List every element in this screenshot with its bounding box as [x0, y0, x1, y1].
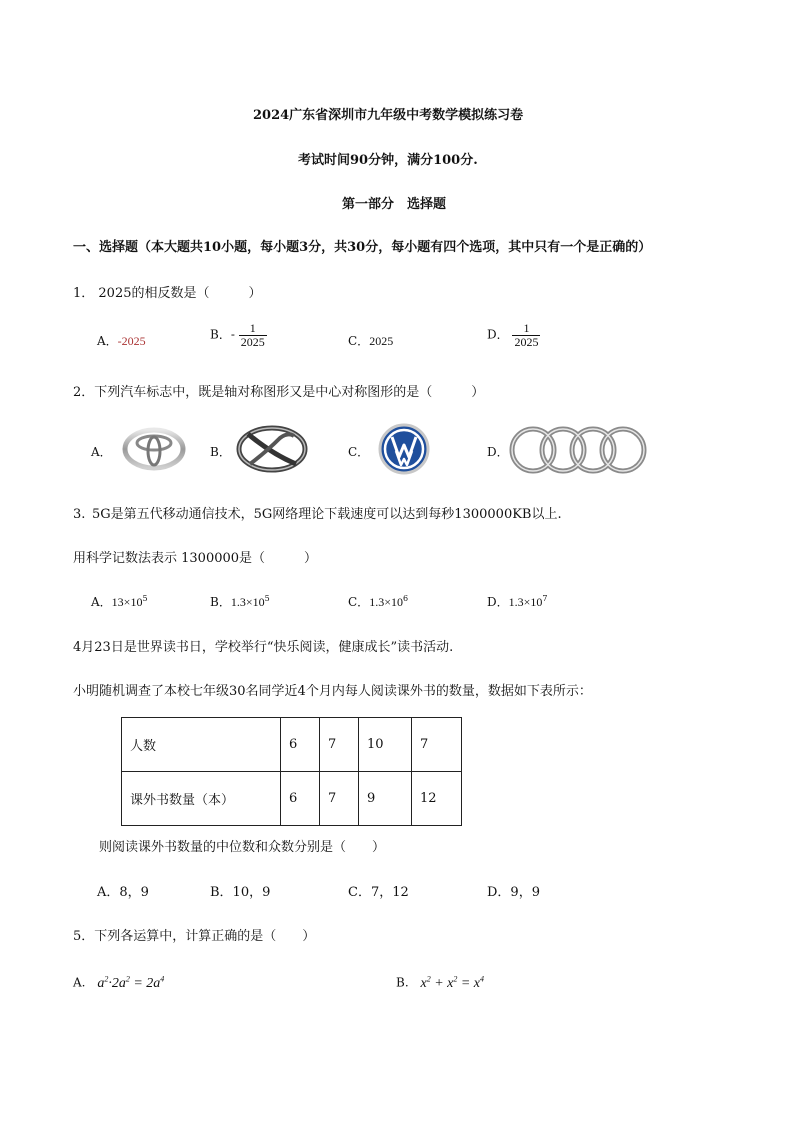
- table-cell: 课外书数量（本）: [122, 772, 281, 826]
- q3-option-c: [348, 593, 408, 610]
- q2-label-b: B．: [210, 445, 231, 459]
- q3-option-d: [487, 593, 548, 610]
- option-value: 2025: [369, 334, 394, 348]
- table-cell: 6: [281, 772, 320, 826]
- option-label: A．: [97, 334, 118, 348]
- table-row: [122, 718, 462, 772]
- exponent: 4: [160, 974, 165, 983]
- q4-option-a: A．8，9: [97, 885, 149, 900]
- q2-label-d: D．: [487, 445, 509, 459]
- denominator: 2025: [514, 334, 539, 349]
- q3-stem-2: 用科学记数法表示 1300000是（ ）: [73, 551, 318, 566]
- q5-option-b: [396, 974, 484, 992]
- table-cell: 7: [412, 718, 462, 772]
- exponent: 2: [453, 974, 458, 983]
- exponent: 4: [480, 974, 485, 983]
- option-label: B．: [210, 595, 231, 609]
- exponent: 6: [402, 594, 409, 603]
- option-value: -2025: [117, 334, 146, 348]
- section-heading: 一、选择题（本大题共10小题，每小题3分，共30分，每小题有四个选项，其中只有一个是正确的）: [73, 240, 652, 255]
- option-label: A．: [91, 595, 112, 609]
- q3-option-a: [91, 593, 148, 610]
- exponent: 5: [142, 594, 148, 603]
- math-part: + x: [430, 975, 454, 991]
- option-label: B.: [396, 975, 409, 990]
- q1-stem: 1． 2025的相反数是（ ）: [73, 286, 262, 301]
- numerator: 1: [512, 322, 540, 336]
- exponent: 2: [104, 974, 109, 983]
- table-cell: 10: [359, 718, 412, 772]
- option-label: D．: [487, 595, 509, 609]
- option-label: A.: [73, 975, 86, 990]
- q1-option-c: [348, 332, 393, 349]
- table-cell: 7: [320, 772, 359, 826]
- table-cell: 人数: [122, 718, 281, 772]
- denominator: 2025: [240, 334, 265, 349]
- volkswagen-logo: [378, 423, 430, 475]
- table-row: [122, 772, 462, 826]
- exponent: 5: [264, 594, 270, 603]
- q1-option-b: [210, 322, 267, 348]
- math-part: a: [97, 975, 105, 991]
- exam-info: 考试时间90分钟，满分100分.: [298, 153, 478, 168]
- table-cell: 7: [320, 718, 359, 772]
- option-label: B．: [210, 327, 231, 342]
- q4-option-b: B．10，9: [210, 885, 271, 900]
- q2-label-a: A．: [91, 445, 112, 459]
- math-expression: [420, 976, 484, 991]
- q2-label-c: C．: [348, 445, 370, 459]
- math-part: ·2a: [108, 975, 126, 991]
- toyota-logo: [122, 426, 186, 472]
- exponent: 2: [426, 974, 431, 983]
- coefficient: 1.3×10: [508, 595, 543, 609]
- math-part: = 2a: [129, 975, 161, 991]
- data-table: [121, 717, 462, 826]
- q4-option-d: D．9，9: [487, 885, 540, 900]
- coefficient: 13×10: [111, 595, 143, 609]
- page-title: 2024广东省深圳市九年级中考数学模拟练习卷: [253, 108, 524, 123]
- math-part: = x: [457, 975, 481, 991]
- table-cell: 12: [412, 772, 462, 826]
- option-label: C．: [348, 334, 370, 348]
- q4-option-c: C．7，12: [348, 885, 409, 900]
- fraction: [512, 322, 540, 348]
- q5-option-a: [73, 974, 164, 992]
- math-part: x: [420, 975, 427, 991]
- numerator: 1: [239, 322, 267, 336]
- fraction: [239, 322, 267, 348]
- q2-stem: 2．下列汽车标志中，既是轴对称图形又是中心对称图形的是（ ）: [73, 385, 485, 400]
- q3-option-b: [210, 593, 270, 610]
- option-label: C．: [348, 595, 370, 609]
- q4-question: 则阅读课外书数量的中位数和众数分别是（ ）: [99, 840, 386, 855]
- q1-option-a: [97, 332, 146, 349]
- math-expression: [97, 976, 164, 991]
- q4-intro: 4月23日是世界读书日，学校举行“快乐阅读，健康成长”读书活动.: [73, 640, 454, 655]
- q5-stem: 5．下列各运算中，计算正确的是（ ）: [73, 929, 316, 944]
- q4-intro-2: 小明随机调查了本校七年级30名同学近4个月内每人阅读课外书的数量，数据如下表所示：: [73, 684, 592, 699]
- option-label: D．: [487, 327, 509, 342]
- q1-option-d: [487, 322, 540, 348]
- table-cell: 9: [359, 772, 412, 826]
- x-logo: [236, 424, 308, 474]
- coefficient: 1.3×10: [369, 595, 403, 609]
- minus-sign: -: [230, 327, 235, 342]
- part-heading: 第一部分 选择题: [342, 197, 447, 212]
- q3-number: 3.: [73, 507, 86, 522]
- q3-stem: 5G是第五代移动通信技术，5G网络理论下载速度可以达到每秒1300000KB以上.: [92, 507, 562, 522]
- exponent: 7: [542, 594, 548, 603]
- audi-logo: [509, 424, 649, 476]
- coefficient: 1.3×10: [230, 595, 265, 609]
- table-cell: 6: [281, 718, 320, 772]
- exponent: 2: [125, 974, 130, 983]
